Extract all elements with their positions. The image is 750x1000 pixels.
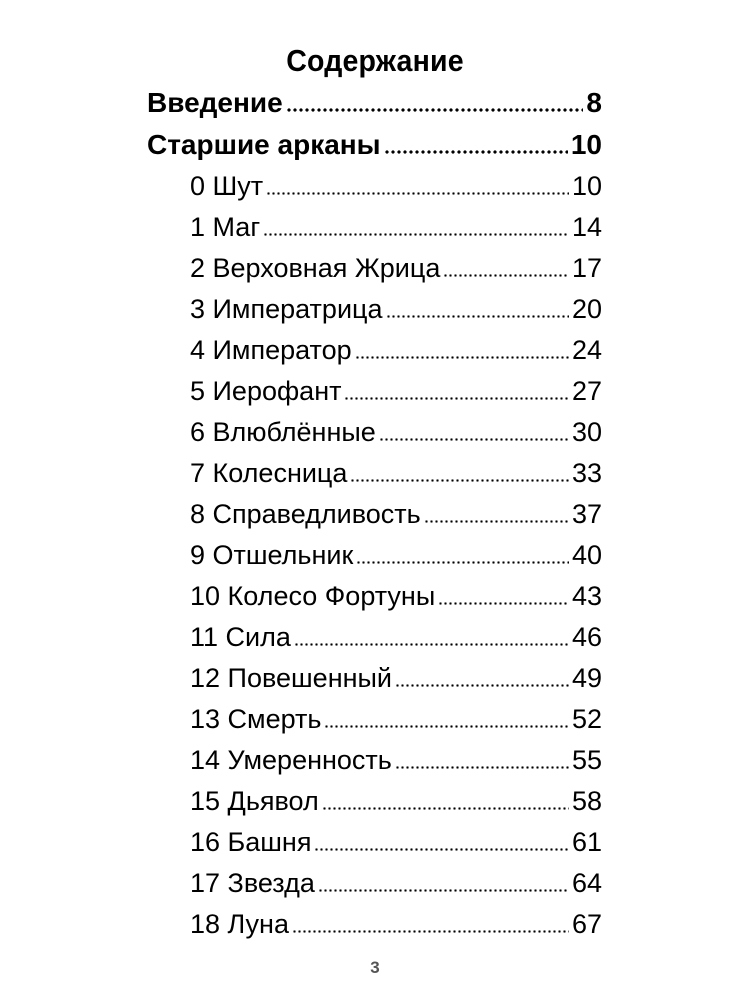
toc-entry-label: Введение bbox=[147, 87, 283, 118]
toc-entry-page: 40 bbox=[571, 540, 602, 570]
toc-entry-page: 24 bbox=[571, 335, 602, 365]
toc-entry-label: Старшие арканы bbox=[147, 129, 381, 160]
toc-entry[interactable] bbox=[0, 904, 750, 945]
dot-leader bbox=[422, 494, 571, 535]
toc-entry-page: 43 bbox=[571, 581, 602, 611]
toc-entry-label: 4 Император bbox=[190, 335, 352, 365]
toc-entry[interactable] bbox=[0, 330, 750, 371]
toc-entry[interactable] bbox=[0, 371, 750, 412]
dot-leader bbox=[393, 658, 571, 699]
toc-entry[interactable] bbox=[0, 535, 750, 576]
dot-leader bbox=[316, 863, 571, 904]
toc-entry-page: 20 bbox=[571, 294, 602, 324]
toc-entry-label: 7 Колесница bbox=[190, 458, 348, 488]
toc-entry-label: 14 Умеренность bbox=[190, 745, 392, 775]
dot-leader bbox=[348, 453, 571, 494]
dot-leader bbox=[353, 330, 571, 371]
page-title: Содержание bbox=[286, 42, 464, 78]
dot-leader bbox=[384, 289, 571, 330]
toc-entry-page: 49 bbox=[571, 663, 602, 693]
toc-entry-label: 3 Императрица bbox=[190, 294, 383, 324]
toc-entry-label: 2 Верховная Жрица bbox=[190, 253, 441, 283]
toc-entry-page: 14 bbox=[571, 212, 602, 242]
toc-entry-page: 8 bbox=[586, 87, 602, 118]
page-number: 3 bbox=[370, 958, 380, 977]
toc-entry-page: 33 bbox=[571, 458, 602, 488]
dot-leader bbox=[264, 166, 571, 207]
toc-entry[interactable] bbox=[0, 822, 750, 863]
toc-entry[interactable] bbox=[0, 207, 750, 248]
toc-entry-label: 6 Влюблённые bbox=[190, 417, 376, 447]
dot-leader bbox=[284, 82, 586, 124]
toc-entry[interactable] bbox=[0, 412, 750, 453]
toc-entry-page: 61 bbox=[571, 827, 602, 857]
toc-entry-page: 64 bbox=[571, 868, 602, 898]
toc-entry-label: 1 Маг bbox=[190, 212, 261, 242]
toc-entry-page: 46 bbox=[571, 622, 602, 652]
dot-leader bbox=[322, 699, 570, 740]
toc-entry-label: 8 Справедливость bbox=[190, 499, 421, 529]
toc-entry[interactable] bbox=[0, 166, 750, 207]
toc-entry-label: 11 Сила bbox=[190, 622, 291, 652]
toc-entry[interactable] bbox=[0, 699, 750, 740]
dot-leader bbox=[312, 822, 570, 863]
toc-entry-label: 18 Луна bbox=[190, 909, 289, 939]
toc-entry[interactable] bbox=[0, 863, 750, 904]
toc-entry-page: 17 bbox=[571, 253, 602, 283]
toc-entry-page: 52 bbox=[571, 704, 602, 734]
dot-leader bbox=[377, 412, 571, 453]
toc-entry[interactable] bbox=[0, 617, 750, 658]
toc-entry-label: 12 Повешенный bbox=[190, 663, 392, 693]
toc-entry[interactable] bbox=[0, 82, 750, 124]
dot-leader bbox=[320, 781, 571, 822]
toc-entry-page: 67 bbox=[571, 909, 602, 939]
toc-entry[interactable] bbox=[0, 248, 750, 289]
toc-entry-label: 13 Смерть bbox=[190, 704, 322, 734]
toc-entry-label: 15 Дьявол bbox=[190, 786, 319, 816]
toc-entry[interactable] bbox=[0, 576, 750, 617]
toc-entry-page: 27 bbox=[571, 376, 602, 406]
toc-entry-label: 5 Иерофант bbox=[190, 376, 342, 406]
dot-leader bbox=[382, 124, 570, 166]
dot-leader bbox=[290, 904, 571, 945]
toc-entry-label: 10 Колесо Фортуны bbox=[190, 581, 436, 611]
toc-entry-page: 30 bbox=[571, 417, 602, 447]
dot-leader bbox=[292, 617, 571, 658]
toc-entry-page: 37 bbox=[571, 499, 602, 529]
dot-leader bbox=[441, 248, 571, 289]
toc-entry-page: 55 bbox=[571, 745, 602, 775]
toc-entry-page: 58 bbox=[571, 786, 602, 816]
toc-entry-label: 16 Башня bbox=[190, 827, 312, 857]
dot-leader bbox=[342, 371, 570, 412]
table-of-contents bbox=[0, 82, 750, 945]
dot-leader bbox=[354, 535, 571, 576]
toc-entry-page: 10 bbox=[571, 171, 602, 201]
dot-leader bbox=[261, 207, 571, 248]
toc-entry[interactable] bbox=[0, 781, 750, 822]
toc-entry[interactable] bbox=[0, 740, 750, 781]
toc-entry-page: 10 bbox=[570, 129, 602, 160]
toc-entry[interactable] bbox=[0, 658, 750, 699]
toc-entry[interactable] bbox=[0, 453, 750, 494]
toc-entry-label: 17 Звезда bbox=[190, 868, 315, 898]
toc-entry[interactable] bbox=[0, 289, 750, 330]
toc-entry-label: 9 Отшельник bbox=[190, 540, 354, 570]
toc-entry[interactable] bbox=[0, 124, 750, 166]
toc-entry-label: 0 Шут bbox=[190, 171, 264, 201]
dot-leader bbox=[436, 576, 571, 617]
dot-leader bbox=[393, 740, 571, 781]
toc-entry[interactable] bbox=[0, 494, 750, 535]
